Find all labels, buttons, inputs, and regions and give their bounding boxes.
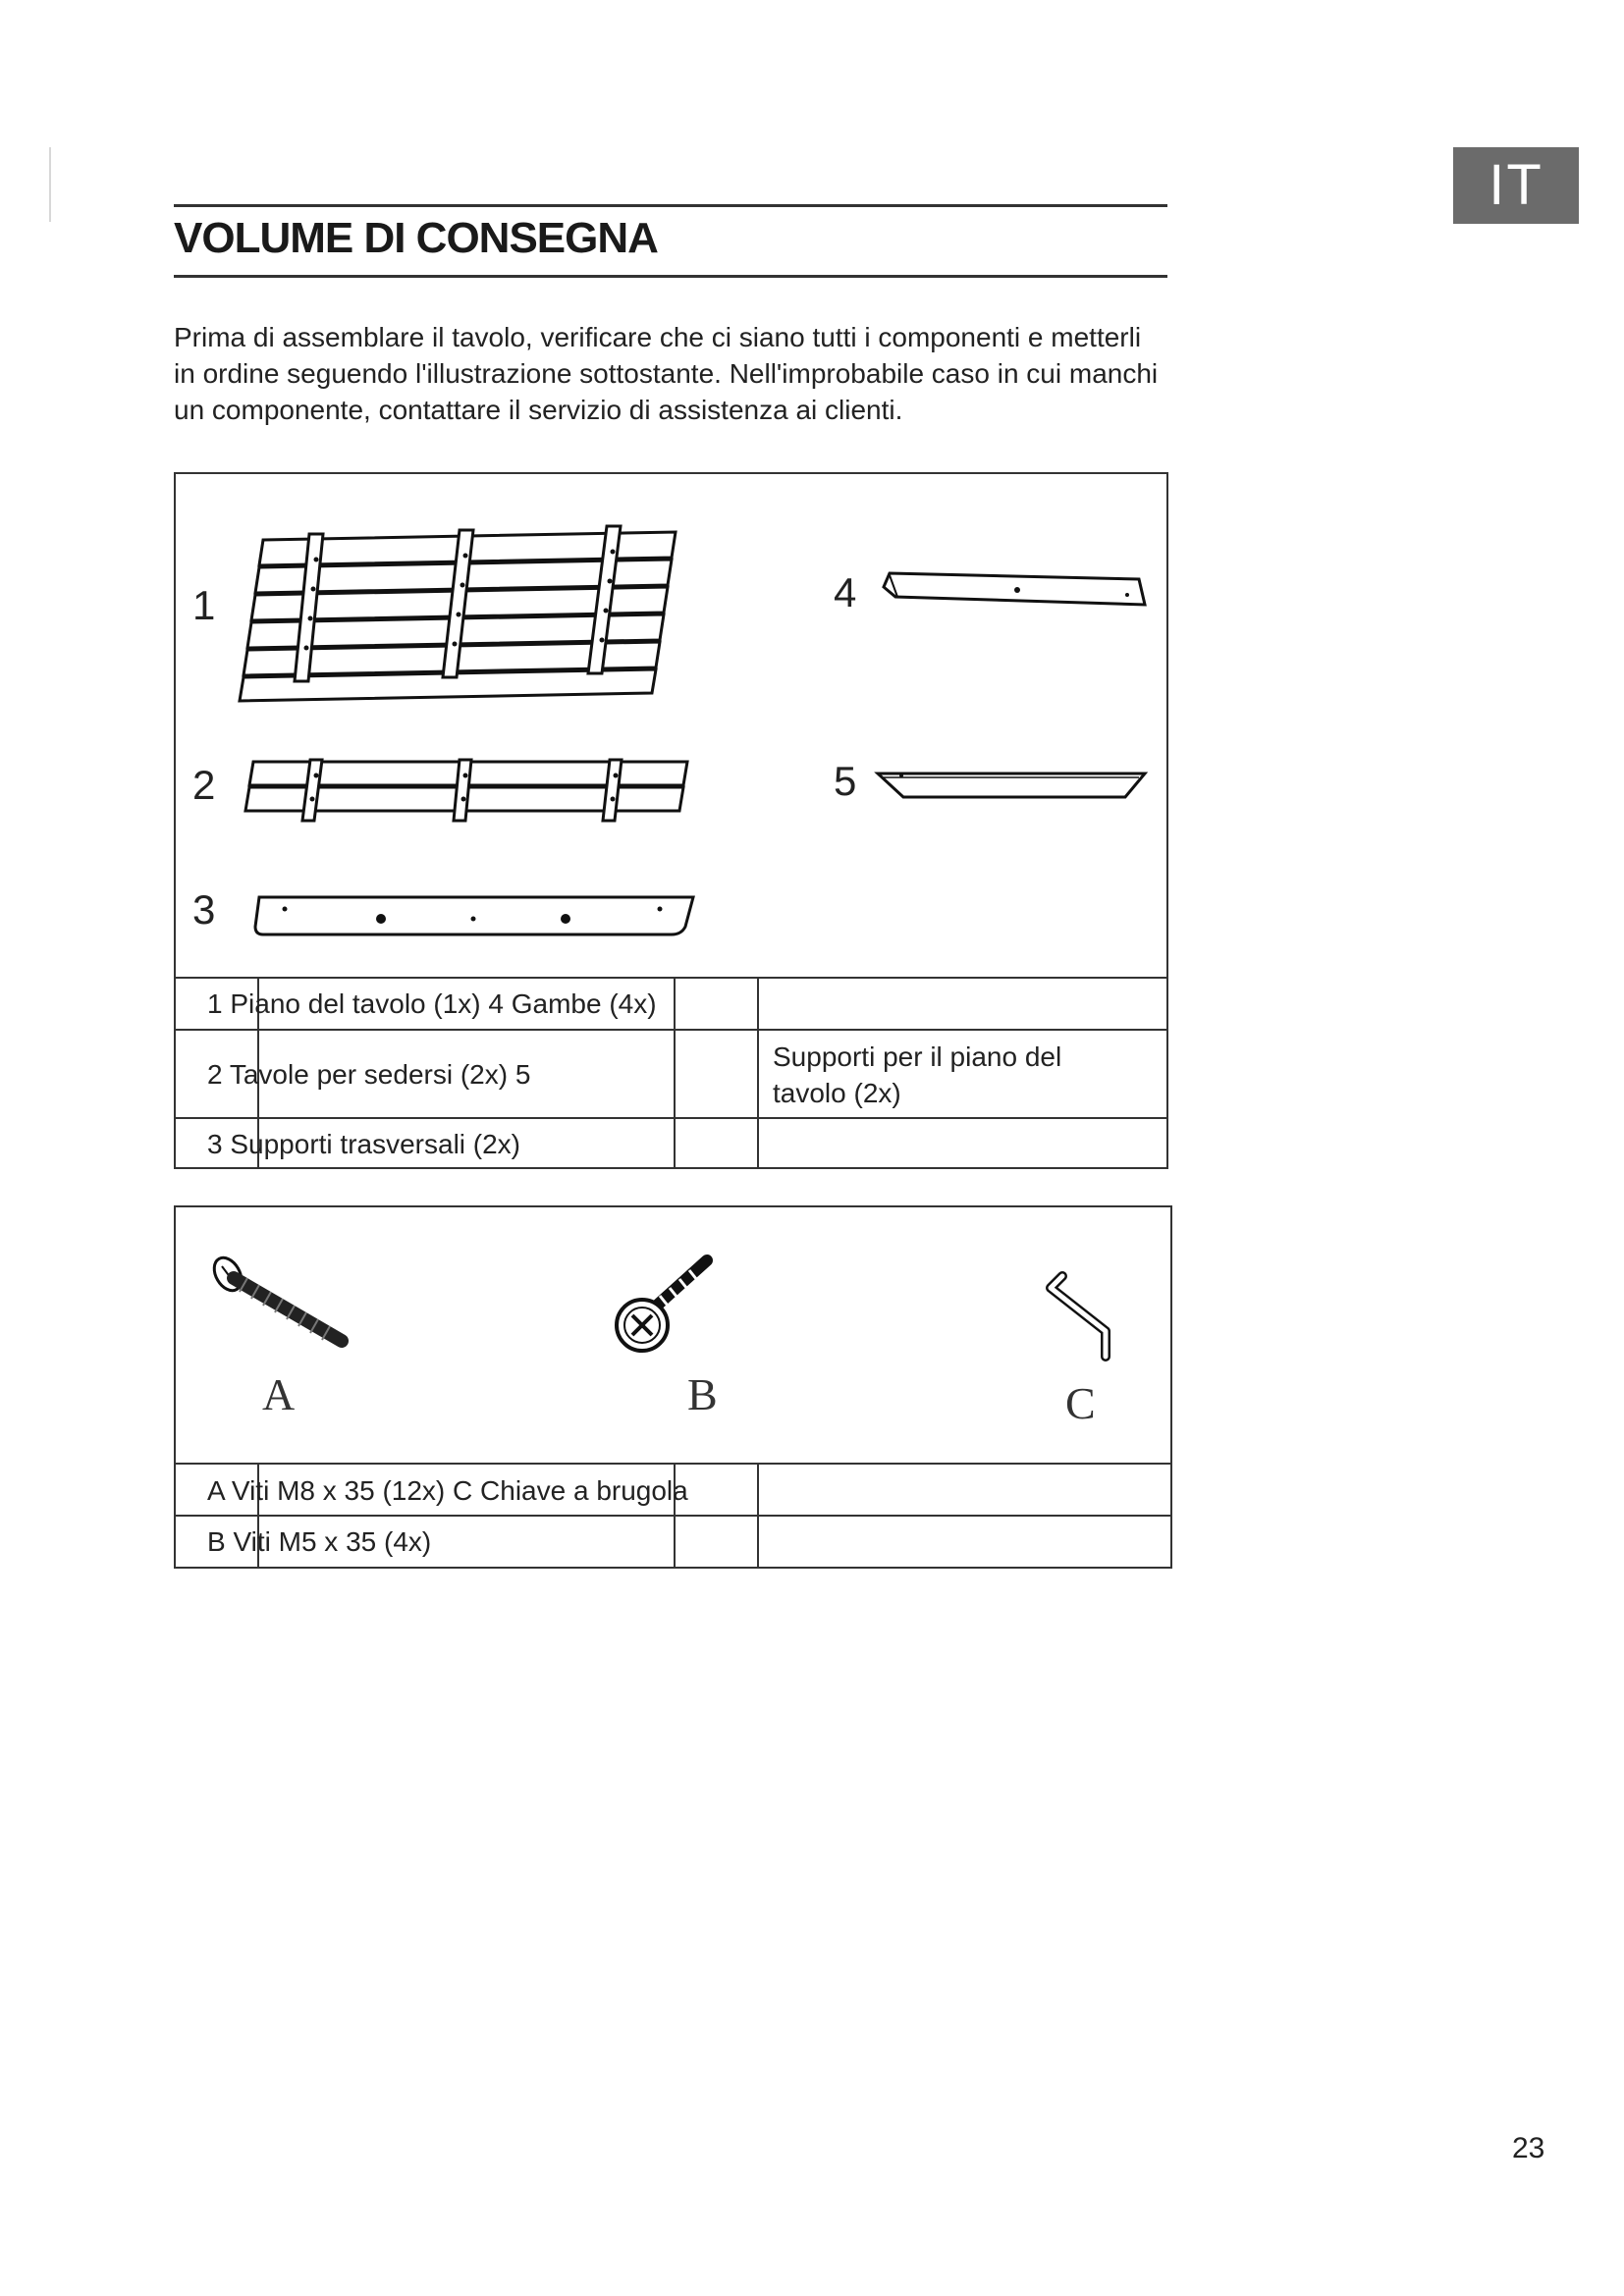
- hardware-row-2: B Viti M5 x 35 (4x): [207, 1526, 432, 1557]
- hardware-letter-c: C: [1065, 1378, 1096, 1428]
- cross-support-drawing: [249, 891, 701, 940]
- hardware-letter-a: A: [262, 1369, 296, 1419]
- leg-drawing: [874, 565, 1149, 624]
- hardware-table-column-rule: [757, 1463, 759, 1569]
- part-number-1: 1: [192, 582, 216, 628]
- part-number-4: 4: [834, 569, 857, 615]
- parts-row-3: 3 Supporti trasversali (2x): [207, 1129, 521, 1159]
- part-number-2: 2: [192, 762, 216, 808]
- title-top-rule: [174, 204, 1167, 207]
- parts-table-rule: [174, 1029, 1168, 1031]
- parts-table-column-rule: [674, 977, 676, 1169]
- page-title: VOLUME DI CONSEGNA: [174, 214, 658, 262]
- hardware-row-1: A Viti M8 x 35 (12x) C Chiave a brugola: [207, 1475, 688, 1506]
- allen-key-drawing: [1043, 1268, 1151, 1366]
- language-badge: IT: [1453, 147, 1579, 224]
- tabletop-support-drawing: [874, 766, 1149, 815]
- part-number-5: 5: [834, 758, 857, 804]
- hardware-letter-b: B: [687, 1369, 718, 1419]
- intro-paragraph: Prima di assemblare il tavolo, verificare che ci siano tutti i componenti e metterli in ordine seguendo l'illustrazione sottostante. Nell'improbabile caso in cui manchi un componente, contattare il servizio di assistenza ai clienti.: [174, 322, 1159, 425]
- parts-row-2: 2 Tavole per sedersi (2x) 5: [207, 1059, 531, 1090]
- page-number: 23: [1512, 2132, 1545, 2164]
- bolt-drawing: [208, 1253, 355, 1361]
- screw-drawing: [609, 1253, 727, 1361]
- parts-row-2-right: Supporti per il piano del tavolo (2x): [773, 1041, 1062, 1108]
- parts-table-rule: [174, 977, 1168, 979]
- table-top-drawing: [234, 520, 685, 702]
- part-number-3: 3: [192, 886, 216, 933]
- title-bottom-rule: [174, 275, 1167, 278]
- parts-row-1: 1 Piano del tavolo (1x) 4 Gambe (4x): [207, 988, 657, 1019]
- margin-mark: [49, 147, 51, 222]
- parts-table-column-rule: [757, 977, 759, 1169]
- parts-table-rule: [174, 1117, 1168, 1119]
- seat-board-drawing: [242, 756, 693, 834]
